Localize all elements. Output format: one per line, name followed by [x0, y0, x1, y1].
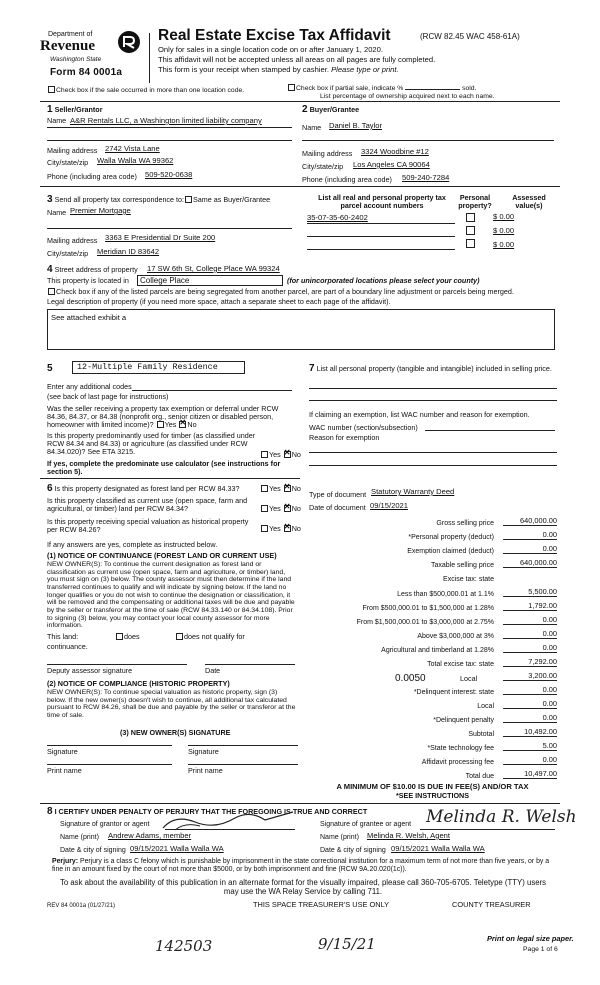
- certification: 8 I CERTIFY UNDER PENALTY OF PERJURY THAT THE FOREGOING IS TRUE AND CORRECT: [47, 806, 368, 817]
- taxable-label: Taxable selling price: [430, 562, 494, 569]
- ownership-note: List percentage of ownership acquired next to each name.: [320, 93, 495, 100]
- dept-logo: [40, 31, 140, 81]
- correspondence-line: 3 Send all property tax correspondence to: Same as Buyer/Grantee: [47, 194, 271, 205]
- interest-value[interactable]: 0.00: [503, 686, 557, 695]
- grantor-date-city[interactable]: 09/15/2021 Walla Walla WA: [130, 844, 224, 853]
- assessed-header: Assessed value(s): [512, 193, 546, 211]
- additional-codes-input[interactable]: [132, 390, 292, 391]
- total-due-label: Total due: [465, 773, 494, 780]
- grantee-date-label: Date & city of signing: [320, 847, 386, 854]
- doc-date[interactable]: 09/15/2021: [370, 501, 409, 510]
- revenue-logo-icon: [118, 31, 140, 53]
- grantee-name[interactable]: Melinda R. Welsh, Agent: [367, 831, 451, 840]
- tech-fee-label: *State technology fee: [427, 745, 494, 752]
- form-title: Real Estate Excise Tax Affidavit: [158, 27, 391, 44]
- tier4-label: Above $3,000,000 at 3%: [417, 633, 494, 640]
- line: [47, 140, 292, 141]
- assessed-value[interactable]: $ 0.00: [493, 212, 515, 221]
- personal-property-label: 7 List all personal property (tangible and intangible) included in selling price.: [309, 363, 552, 374]
- buyer-name-label: Name: [302, 123, 322, 132]
- legal-description[interactable]: See attached exhibit a: [47, 309, 555, 350]
- divider: [40, 803, 560, 804]
- doc-type[interactable]: Statutory Warranty Deed: [371, 487, 455, 496]
- tier3-value[interactable]: 0.00: [503, 616, 557, 625]
- timber-question: Is this property predominantly used for timber (as classified under RCW 84.34 and 84.33) or agriculture (as classified under RCW 84.34.020)? See ETA 3215.: [47, 431, 256, 457]
- legal-label: Legal description of property (if you need more space, attach a separate sheet to each page of the affidavit).: [47, 297, 391, 306]
- continuance-heading: (1) NOTICE OF CONTINUANCE (FOREST LAND OR CURRENT USE): [47, 551, 277, 560]
- gross-value[interactable]: 640,000.00: [503, 517, 557, 526]
- seller-city-label: City/state/zip: [47, 158, 89, 167]
- print-label: Print name: [188, 766, 223, 775]
- tier1-value[interactable]: 5,500.00: [503, 588, 557, 597]
- current-use-yesno[interactable]: Yes ✕ No: [260, 505, 301, 513]
- subtotal-label: Subtotal: [468, 731, 494, 738]
- deputy-signature-line[interactable]: [47, 664, 187, 665]
- pers-value[interactable]: 0.00: [503, 531, 557, 540]
- see-instructions-note: *SEE INSTRUCTIONS: [395, 791, 470, 800]
- continuance-text: NEW OWNER(S): To continue the current designation as forest land or classification as current use (open space, farm and agriculture, or timber) land, you must sign on (3) below. The county assessor must then determine if the land transferred continues to qualify and will indicate by signing below. If the land no longer qualifies or you do not wish to continue the designation or classification, it will be removed and the compensating or additional taxes will be due and payable by the seller or transferor at the time of sale (RCW 84.33.140 or 84.34.108). Prior to signing (3) below, you may contact your local county assessor for more information.: [47, 561, 295, 630]
- does-checkbox[interactable]: does: [115, 633, 140, 641]
- doc-date-label: Date of document: [309, 503, 366, 512]
- state-label: Washington State: [50, 56, 102, 63]
- header-divider: [149, 33, 150, 83]
- tier2-value[interactable]: 1,792.00: [503, 602, 557, 611]
- buyer-phone[interactable]: 509-240-7284: [402, 173, 450, 182]
- grantor-date-label: Date & city of signing: [60, 847, 126, 854]
- handwritten-number: 142503: [155, 937, 213, 955]
- buyer-mail-label: Mailing address: [302, 149, 353, 158]
- exemption-question: Was the seller receiving a property tax exemption or deferral under RCW 84.36, 84.37, or 84.38 (nonprofit org., senior citizen or disabled person, homeowner with limited income)? Yes ✕ No: [47, 405, 297, 429]
- revision: REV 84 0001a (01/27/21): [47, 903, 116, 909]
- taxable-value[interactable]: 640,000.00: [503, 559, 557, 568]
- historic-yesno[interactable]: Yes ✕ No: [260, 525, 301, 533]
- seller-city[interactable]: Walla Walla WA 99362: [97, 156, 174, 165]
- line: [47, 228, 292, 229]
- compliance-text: NEW OWNER(S): To continue special valuation as historic property, sign (3) below. If the new owner(s) doesn't wish to continue, all additional tax calculated pursuant to RCW 84.26, shall be due and payable by the seller or transferor at the time of sale.: [47, 689, 296, 719]
- penalty-value[interactable]: 0.00: [503, 714, 557, 723]
- total-state-label: Total excise tax: state: [427, 661, 494, 668]
- line: [307, 249, 455, 250]
- corr-mail[interactable]: 3363 E Presidential Dr Suite 200: [105, 233, 216, 242]
- divider: [40, 101, 560, 102]
- wac-label: WAC number (section/subsection): [309, 423, 418, 432]
- page-number: Page 1 of 6: [523, 946, 558, 953]
- owner-print-line[interactable]: [188, 764, 298, 765]
- interest-label: *Delinquent interest: state: [413, 689, 494, 696]
- seller-mail-label: Mailing address: [47, 146, 98, 155]
- form-number: Form 84 0001a: [50, 67, 123, 78]
- segregation-checkbox[interactable]: Check box if any of the listed parcels are being segregated from another parcel, are part of a boundary line adjustment or parcels being merged.: [47, 288, 514, 296]
- total-state-value[interactable]: 7,292.00: [503, 658, 557, 667]
- line: [47, 127, 292, 128]
- buyer-section-title: 2 Buyer/Grantee: [302, 104, 360, 115]
- personal-checkbox[interactable]: [466, 226, 475, 235]
- header-line2: This affidavit will not be accepted unless all areas on all pages are fully completed.: [158, 55, 436, 64]
- excise-label: Excise tax: state: [443, 576, 494, 583]
- forest-question: 6 Is this property designated as forest land per RCW 84.33?: [47, 483, 240, 494]
- buyer-city[interactable]: Los Angeles CA 90064: [353, 160, 430, 169]
- grantee-sig-label: Signature of grantee or agent: [320, 821, 412, 828]
- tier1-label: Less than $500,000.01 at 1.1%: [397, 591, 494, 598]
- location-note: (for unincorporated locations please select your county): [287, 276, 480, 285]
- buyer-city-label: City/state/zip: [302, 162, 344, 171]
- historic-question: Is this property receiving special valuation as historical property per RCW 84.26?: [47, 517, 249, 535]
- property-street[interactable]: 17 SW 6th St, College Place WA 99324: [147, 264, 280, 273]
- exempt-label: Exemption claimed (deduct): [407, 548, 494, 555]
- deputy-date-label: Date: [205, 666, 221, 675]
- print-label: Print name: [47, 766, 82, 775]
- ag-value[interactable]: 0.00: [503, 644, 557, 653]
- location-select[interactable]: College Place: [137, 275, 283, 286]
- current-use-question: Is this property classified as current use (open space, farm and agricultural, or timber) land per RCW 84.34?: [47, 496, 248, 514]
- tier3-label: From $1,500,000.01 to $3,000,000 at 2.75%: [356, 619, 494, 626]
- wac-input[interactable]: [425, 430, 555, 431]
- proc-fee-value[interactable]: 0.00: [503, 756, 557, 765]
- dept-label: Department of: [48, 31, 93, 38]
- personal-checkbox[interactable]: [466, 239, 475, 248]
- assessed-value[interactable]: $ 0.00: [493, 240, 515, 249]
- owner-print-line[interactable]: [47, 764, 172, 765]
- corr-city[interactable]: Meridian ID 83642: [97, 247, 160, 256]
- grantor-name-label: Name (print): [60, 834, 99, 841]
- personal-header: Personal property?: [458, 193, 492, 211]
- continuance-label: continuance.: [47, 642, 88, 651]
- corr-name[interactable]: Premier Mortgage: [70, 206, 131, 215]
- seller-mail[interactable]: 2742 Vista Lane: [105, 144, 160, 153]
- ag-label: Agricultural and timberland at 1.28%: [381, 647, 494, 654]
- total-due-value[interactable]: 10,497.00: [503, 770, 557, 779]
- header-line1: Only for sales in a single location code on or after January 1, 2020.: [158, 45, 383, 54]
- seller-name[interactable]: A&R Rentals LLC, a Washington limited liability company: [70, 116, 262, 125]
- exemption-label: If claiming an exemption, list WAC number and reason for exemption.: [309, 410, 530, 419]
- section5-number: 5: [47, 363, 53, 374]
- partial-sale-checkbox[interactable]: Check box if partial sale, indicate % sold.: [287, 84, 476, 93]
- subtotal-value[interactable]: 10,492.00: [503, 728, 557, 737]
- exempt-value[interactable]: 0.00: [503, 545, 557, 554]
- timber-note: If yes, complete the predominate use calculator (see instructions for section 5).: [47, 459, 281, 477]
- doc-type-label: Type of document: [309, 490, 367, 499]
- handwritten-date: 9/15/21: [318, 935, 376, 953]
- line: [302, 140, 554, 141]
- owner-signature-line[interactable]: [188, 745, 298, 746]
- buyer-mail[interactable]: 3324 Woodbine #12: [361, 147, 429, 156]
- parcel-number[interactable]: 35-07-35-60-2402: [307, 213, 368, 222]
- revenue-label: Revenue: [40, 38, 95, 54]
- buyer-phone-label: Phone (including area code): [302, 175, 392, 184]
- line: [309, 388, 557, 389]
- legal-paper-note: Print on legal size paper.: [487, 934, 574, 943]
- grantee-signature-line[interactable]: [420, 829, 555, 830]
- proc-fee-label: Affidavit processing fee: [421, 759, 494, 766]
- reason-input[interactable]: [309, 452, 557, 453]
- tier4-value[interactable]: 0.00: [503, 630, 557, 639]
- minimum-notice: A MINIMUM OF $10.00 IS DUE IN FEE(S) AND/OR TAX: [336, 782, 529, 791]
- local-label: Local: [460, 674, 478, 683]
- if-any-yes: If any answers are yes, complete as instructed below.: [47, 540, 218, 549]
- interest-local-value[interactable]: 0.00: [503, 700, 557, 709]
- treasurer-space: THIS SPACE TREASURER'S USE ONLY: [253, 900, 390, 909]
- county-treasurer: COUNTY TREASURER: [452, 900, 531, 909]
- buyer-name[interactable]: Daniel B. Taylor: [329, 121, 383, 130]
- personal-checkbox[interactable]: [466, 213, 475, 222]
- deputy-date-line[interactable]: [205, 664, 295, 665]
- line: [309, 465, 557, 466]
- seller-phone[interactable]: 509-520-0638: [145, 170, 193, 179]
- local-rate: 0.0050: [395, 673, 426, 684]
- location-label: This property is located in: [47, 276, 129, 285]
- divider: [40, 478, 300, 479]
- corr-city-label: City/state/zip: [47, 249, 89, 258]
- owner-signature-line[interactable]: [47, 745, 172, 746]
- multi-location-checkbox[interactable]: Check box if the sale occurred in more than one location code.: [47, 86, 244, 95]
- land-use-code[interactable]: 12-Multiple Family Residence: [72, 361, 245, 374]
- forest-yesno[interactable]: Yes ✕ No: [260, 485, 301, 493]
- seller-section-title: 1 Seller/Grantor: [47, 104, 103, 115]
- parcel-header: List all real and personal property tax parcel account numbers: [318, 193, 446, 211]
- line: [309, 400, 557, 401]
- deputy-sig-label: Deputy assessor signature: [47, 666, 133, 675]
- pers-label: *Personal property (deduct): [408, 534, 494, 541]
- perjury-notice: Perjury: Perjury is a class C felony which is punishable by imprisonment in the state correctional institution for a maximum term of not more than five years, or by a fine in an amount fixed by the court of not more than $5000, or by both imprisonment and fine (RCW 9A.20.020(1c)).: [52, 858, 550, 873]
- see-instructions: (see back of last page for instructions): [47, 392, 169, 401]
- corr-name-label: Name: [47, 208, 67, 217]
- seller-name-label: Name: [47, 116, 67, 125]
- does-not-checkbox[interactable]: does not qualify for: [175, 633, 245, 641]
- alt-format-notice: To ask about the availability of this publication in an alternate format for the visually impaired, please call 360-705-6705. Teletype (TTY) users may use the WA Relay Service by calling 711.: [59, 878, 547, 896]
- signature-label: Signature: [47, 747, 78, 756]
- interest-local-label: Local: [477, 703, 494, 710]
- grantor-name[interactable]: Andrew Adams, member: [108, 831, 192, 840]
- compliance-heading: (2) NOTICE OF COMPLIANCE (HISTORIC PROPERTY): [47, 679, 230, 688]
- signature-label: Signature: [188, 747, 219, 756]
- timber-yesno[interactable]: Yes ✕ No: [260, 451, 301, 459]
- corr-mail-label: Mailing address: [47, 236, 98, 245]
- seller-phone-label: Phone (including area code): [47, 172, 137, 181]
- tech-fee-value[interactable]: 5.00: [503, 742, 557, 751]
- gross-label: Gross selling price: [436, 520, 494, 527]
- grantee-date-city[interactable]: 09/15/2021 Walla Walla WA: [391, 844, 485, 853]
- grantor-sig-label: Signature of grantor or agent: [60, 821, 150, 828]
- statute: (RCW 82.45 WAC 458-61A): [420, 32, 520, 41]
- reason-label: Reason for exemption: [309, 433, 380, 442]
- assessed-value[interactable]: $ 0.00: [493, 226, 515, 235]
- street-label: 4 Street address of property: [47, 264, 138, 275]
- grantee-name-label: Name (print): [320, 834, 359, 841]
- this-land-label: This land:: [47, 632, 79, 641]
- tier2-label: From $500,000.01 to $1,500,000 at 1.28%: [362, 605, 494, 612]
- grantee-signature: Melinda R. Welsh: [426, 807, 577, 827]
- header-line3: This form is your receipt when stamped by cashier. Please type or print.: [158, 65, 399, 74]
- new-owner-heading: (3) NEW OWNER(S) SIGNATURE: [120, 728, 231, 737]
- penalty-label: *Delinquent penalty: [433, 717, 494, 724]
- line: [307, 236, 455, 237]
- line: [307, 223, 455, 224]
- local-value[interactable]: 3,200.00: [503, 672, 557, 681]
- divider: [40, 186, 560, 187]
- add-codes-label: Enter any additional codes: [47, 382, 132, 391]
